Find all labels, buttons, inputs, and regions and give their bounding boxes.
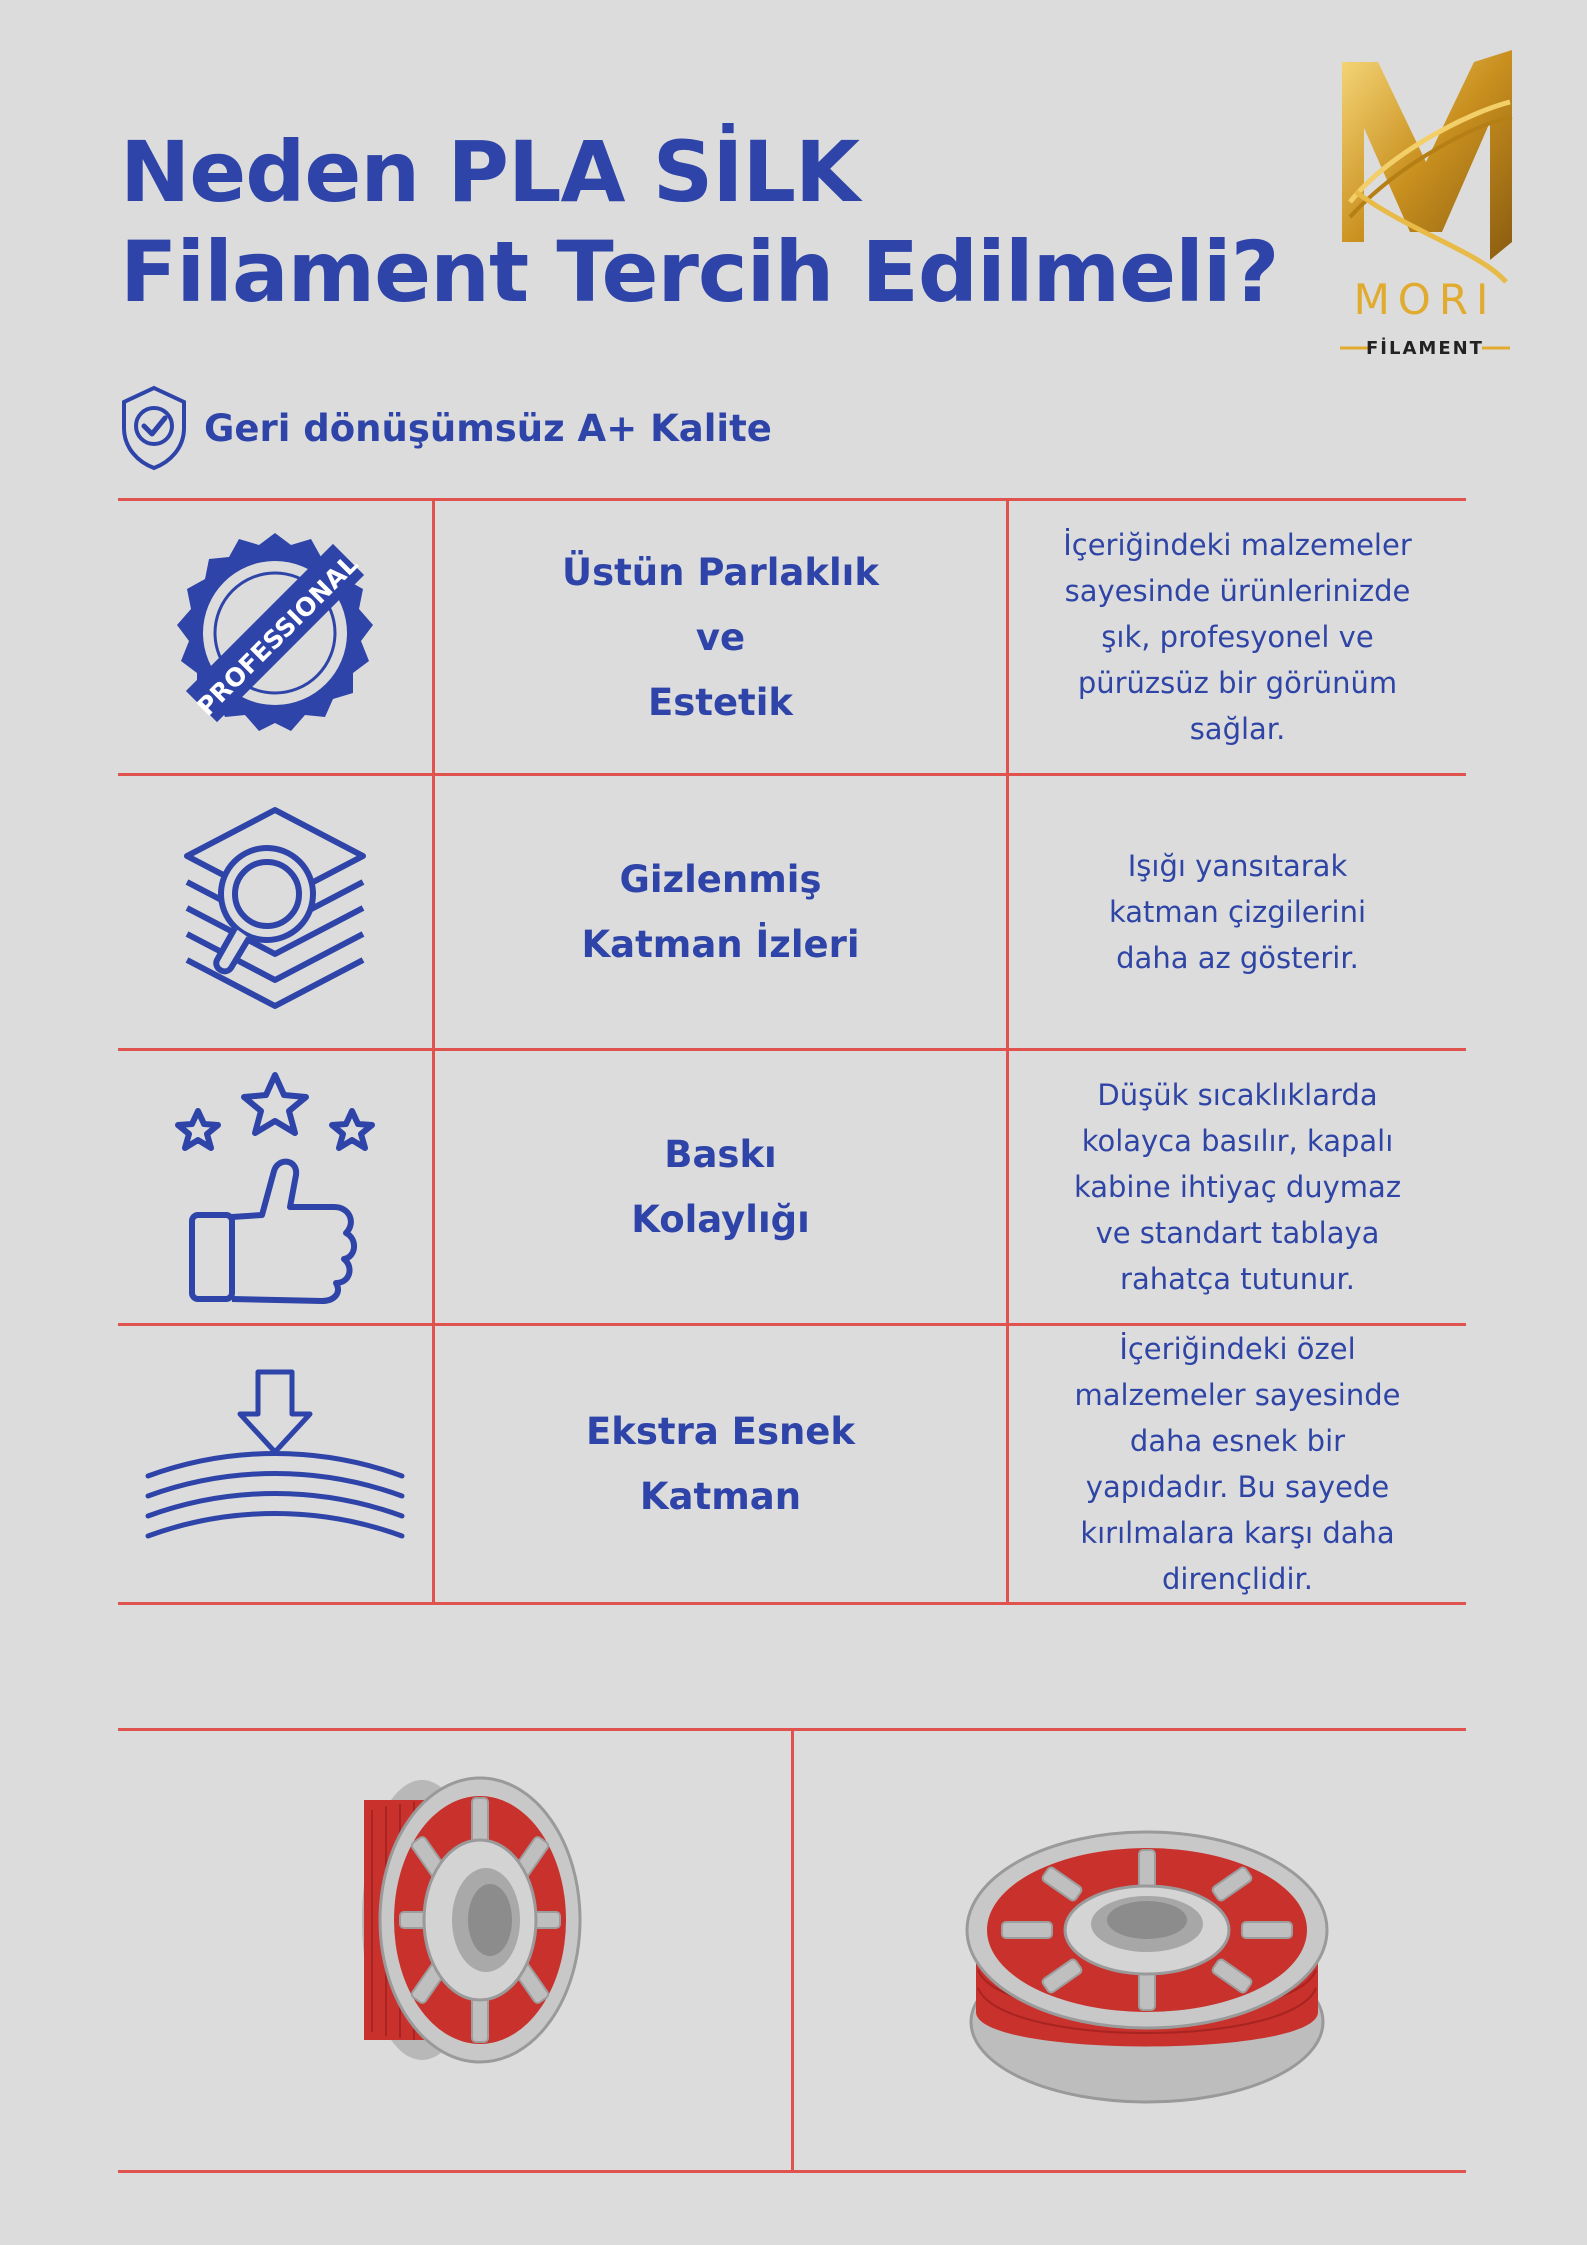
seal-text: PROFESSIONAL [191, 549, 364, 722]
filament-spool-top-image [962, 1812, 1332, 2112]
feature-title-cell [435, 1051, 1006, 1323]
feature-desc: İçeriğindeki malzemeler sayesinde ürünlerinizde şık, profesyonel ve pürüzsüz bir görünüm sağlar. [1063, 528, 1412, 746]
layers-magnifier-icon [175, 802, 375, 1022]
feature-desc-cell [1009, 501, 1466, 773]
flex-layers-arrow-icon [140, 1364, 410, 1564]
feature-desc-cell [1009, 776, 1466, 1048]
feature-title-cell [435, 501, 1006, 773]
mori-logo [1330, 42, 1520, 362]
feature-desc-cell [1009, 1051, 1466, 1323]
professional-seal-icon [165, 527, 385, 747]
brand-sub: FİLAMENT [1366, 338, 1484, 359]
quality-badge-text: Geri dönüşümsüz A+ Kalite [204, 406, 772, 450]
filament-spool-side-image [282, 1770, 592, 2070]
feature-desc: İçeriğindeki özel malzemeler sayesinde daha esnek bir yapıdadır. Bu sayede kırılmalara karşı daha dirençlidir. [1074, 1332, 1401, 1596]
feature-title: Baskı Kolaylığı [631, 1133, 810, 1241]
quality-badge [118, 383, 772, 473]
table-row [118, 501, 432, 773]
table-row [118, 776, 432, 1048]
table-line [118, 1602, 1466, 1605]
feature-desc-cell [1009, 1326, 1466, 1602]
feature-title-cell [435, 1326, 1006, 1602]
thumbs-up-stars-icon [170, 1067, 380, 1307]
page-title [120, 122, 1320, 322]
feature-title: Üstün Parlaklık ve Estetik [562, 550, 879, 724]
title-line-2: Filament Tercih Edilmeli? [120, 223, 1279, 321]
feature-title: Ekstra Esnek Katman [585, 1410, 856, 1518]
feature-desc: Düşük sıcaklıklarda kolayca basılır, kapalı kabine ihtiyaç duymaz ve standart tablaya rahatça tutunur. [1073, 1078, 1402, 1296]
brand-name: MORI [1353, 275, 1497, 324]
feature-title-cell [435, 776, 1006, 1048]
image-grid-line [791, 1728, 794, 2173]
table-row [118, 1051, 432, 1323]
title-line-1: Neden PLA SİLK [120, 123, 860, 221]
feature-title: Gizlenmiş Katman İzleri [581, 858, 860, 966]
shield-check-icon [118, 384, 190, 472]
table-row [118, 1326, 432, 1602]
feature-desc: Işığı yansıtarak katman çizgilerini daha az gösterir. [1108, 849, 1367, 975]
